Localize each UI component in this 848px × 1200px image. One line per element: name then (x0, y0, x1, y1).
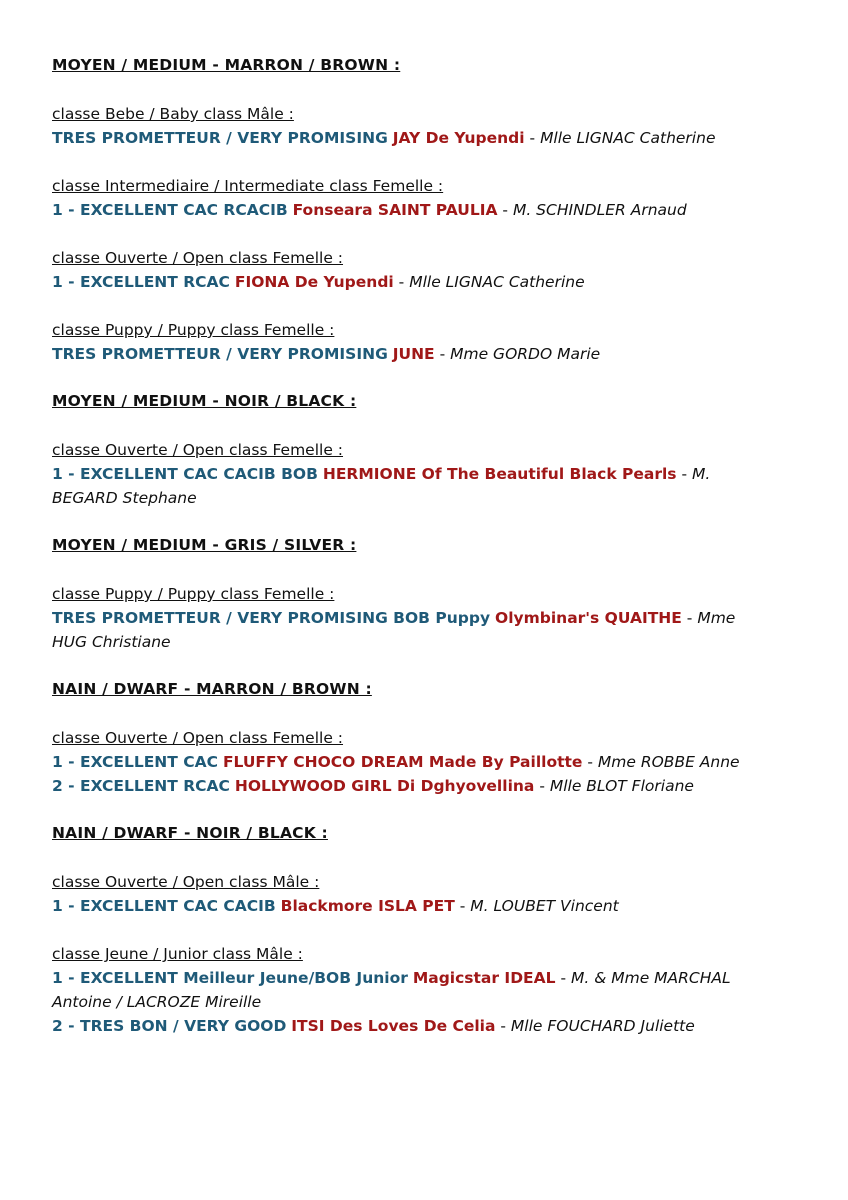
section-dwarf-black (52, 822, 772, 1038)
class-block (52, 438, 772, 510)
owner-name: M. & Mme MARCHAL Antoine / LACROZE Mireille (52, 969, 731, 1011)
dog-name: FIONA De Yupendi (234, 273, 394, 291)
award: 1 - EXCELLENT CAC CACIB (52, 897, 276, 915)
class-name: classe Bebe / Baby class Mâle : (52, 105, 294, 123)
section-medium-black (52, 390, 772, 510)
result-entry: TRES PROMETTEUR / VERY PROMISING BOB Puppy Olymbinar's QUAITHE - Mme HUG Christiane (52, 609, 736, 651)
class-block (52, 102, 772, 150)
award: 1 - EXCELLENT RCAC (52, 273, 230, 291)
section-medium-brown (52, 54, 772, 366)
class-block (52, 174, 772, 222)
results-document (52, 54, 772, 1038)
award: 2 - TRES BON / VERY GOOD (52, 1017, 287, 1035)
dog-name: JAY De Yupendi (392, 129, 525, 147)
dog-name: HOLLYWOOD GIRL Di Dghyovellina (234, 777, 535, 795)
class-name: classe Ouverte / Open class Mâle : (52, 873, 320, 891)
result-entry: 1 - EXCELLENT RCAC FIONA De Yupendi - Mlle LIGNAC Catherine (52, 273, 585, 291)
dog-name: HERMIONE Of The Beautiful Black Pearls (322, 465, 677, 483)
result-entry: TRES PROMETTEUR / VERY PROMISING JAY De Yupendi - Mlle LIGNAC Catherine (52, 129, 716, 147)
award: 2 - EXCELLENT RCAC (52, 777, 230, 795)
result-entry: 1 - EXCELLENT Meilleur Jeune/BOB Junior Magicstar IDEAL - M. & Mme MARCHAL Antoine / LACROZE Mireille (52, 969, 731, 1011)
class-name: classe Puppy / Puppy class Femelle : (52, 585, 335, 603)
owner-name: Mme GORDO Marie (450, 345, 601, 363)
class-name: classe Ouverte / Open class Femelle : (52, 729, 344, 747)
section-title: MOYEN / MEDIUM - NOIR / BLACK : (52, 392, 357, 410)
result-entry: 1 - EXCELLENT CAC FLUFFY CHOCO DREAM Made By Paillotte - Mme ROBBE Anne (52, 753, 740, 771)
award: TRES PROMETTEUR / VERY PROMISING BOB Puppy (52, 609, 491, 627)
dog-name: Fonseara SAINT PAULIA (292, 201, 498, 219)
dog-name: Olymbinar's QUAITHE (495, 609, 682, 627)
class-name: classe Ouverte / Open class Femelle : (52, 441, 344, 459)
section-medium-silver (52, 534, 772, 654)
result-entry: 2 - TRES BON / VERY GOOD ITSI Des Loves De Celia - Mlle FOUCHARD Juliette (52, 1017, 695, 1035)
class-block (52, 870, 772, 918)
result-entry: 2 - EXCELLENT RCAC HOLLYWOOD GIRL Di Dghyovellina - Mlle BLOT Floriane (52, 777, 694, 795)
owner-name: Mlle BLOT Floriane (549, 777, 694, 795)
class-block (52, 582, 772, 654)
award: TRES PROMETTEUR / VERY PROMISING (52, 129, 388, 147)
owner-name: Mlle LIGNAC Catherine (409, 273, 585, 291)
section-title: MOYEN / MEDIUM - GRIS / SILVER : (52, 536, 357, 554)
class-name: classe Ouverte / Open class Femelle : (52, 249, 344, 267)
owner-name: Mme ROBBE Anne (597, 753, 740, 771)
result-entry: 1 - EXCELLENT CAC CACIB BOB HERMIONE Of The Beautiful Black Pearls - M. BEGARD Stephane (52, 465, 711, 507)
dog-name: Magicstar IDEAL (412, 969, 556, 987)
section-dwarf-brown (52, 678, 772, 798)
dog-name: JUNE (392, 345, 435, 363)
class-block (52, 942, 772, 1038)
award: TRES PROMETTEUR / VERY PROMISING (52, 345, 388, 363)
award: 1 - EXCELLENT CAC RCACIB (52, 201, 288, 219)
class-name: classe Jeune / Junior class Mâle : (52, 945, 303, 963)
class-name: classe Intermediaire / Intermediate class Femelle : (52, 177, 444, 195)
class-block (52, 246, 772, 294)
class-block (52, 318, 772, 366)
award: 1 - EXCELLENT CAC (52, 753, 218, 771)
result-entry: TRES PROMETTEUR / VERY PROMISING JUNE - Mme GORDO Marie (52, 345, 601, 363)
class-name: classe Puppy / Puppy class Femelle : (52, 321, 335, 339)
section-title: MOYEN / MEDIUM - MARRON / BROWN : (52, 56, 401, 74)
result-entry: 1 - EXCELLENT CAC CACIB Blackmore ISLA PET - M. LOUBET Vincent (52, 897, 619, 915)
owner-name: Mme HUG Christiane (52, 609, 736, 651)
owner-name: M. LOUBET Vincent (470, 897, 619, 915)
class-block (52, 726, 772, 798)
owner-name: Mlle FOUCHARD Juliette (510, 1017, 695, 1035)
section-title: NAIN / DWARF - MARRON / BROWN : (52, 680, 372, 698)
owner-name: M. SCHINDLER Arnaud (512, 201, 687, 219)
section-title: NAIN / DWARF - NOIR / BLACK : (52, 824, 328, 842)
owner-name: Mlle LIGNAC Catherine (540, 129, 716, 147)
dog-name: Blackmore ISLA PET (280, 897, 455, 915)
award: 1 - EXCELLENT CAC CACIB BOB (52, 465, 318, 483)
result-entry: 1 - EXCELLENT CAC RCACIB Fonseara SAINT PAULIA - M. SCHINDLER Arnaud (52, 201, 687, 219)
dog-name: FLUFFY CHOCO DREAM Made By Paillotte (222, 753, 583, 771)
award: 1 - EXCELLENT Meilleur Jeune/BOB Junior (52, 969, 408, 987)
owner-name: M. BEGARD Stephane (52, 465, 711, 507)
dog-name: ITSI Des Loves De Celia (291, 1017, 496, 1035)
